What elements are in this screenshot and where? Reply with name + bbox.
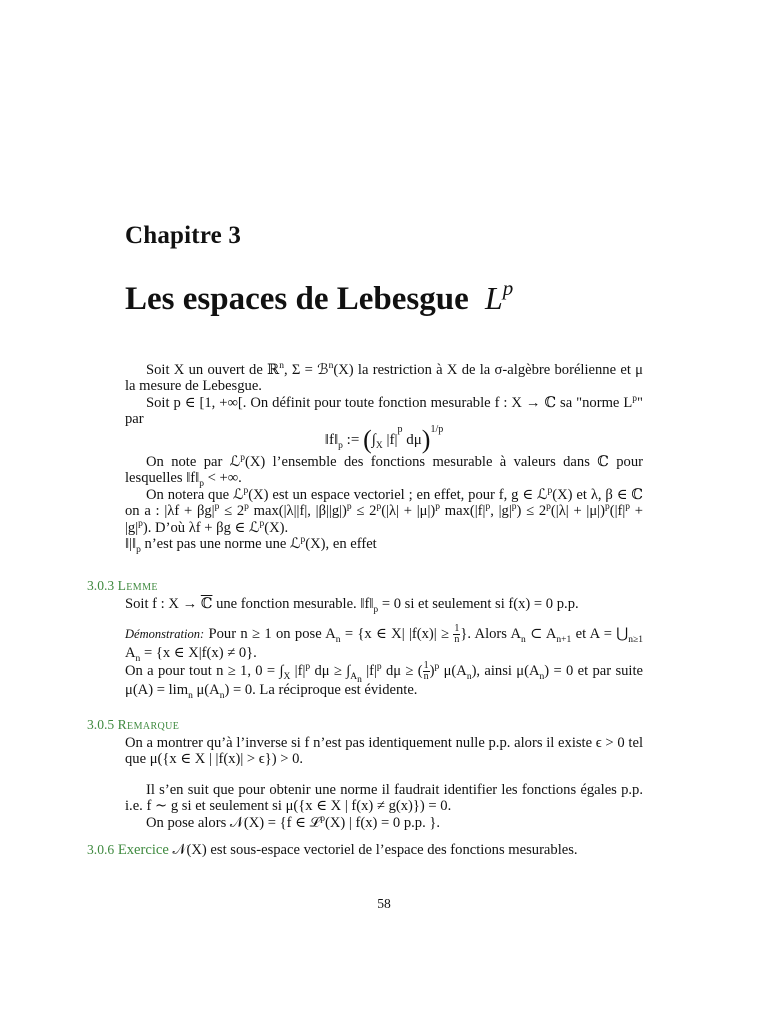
norm-definition-equation: $‖f‖_p$ := ($\int_X$ $|f|^p$ dμ)$^{1/p}$	[324, 423, 444, 454]
intro-paragraph-3: On note par ℒ$^p$(X) l’ensemble des fonctions mesurable à valeurs dans ℂ pour lesquelles $‖f‖_p$ < +∞.	[125, 453, 643, 490]
remark-paragraph-2: Il s’en suit que pour obtenir une norme il faudrait identifier les fonctions égales p.p. i.e. f ∼ g si et seulement si μ({x ∈ X | f(x) ≠ g(x)}) = 0.	[125, 781, 643, 815]
intro-section	[125, 361, 644, 555]
lemma-heading	[87, 578, 158, 594]
intro-paragraph-5: $‖|‖_p$ n’est pas une norme une ℒ$^p$(X), en effet	[125, 535, 377, 555]
proof-line-2: On a pour tout n ≥ 1, $0 = \int_X$ $|f|^p$ $d\mu \ge \int_{A_n}$ $|f|^p$ dμ ≥ ( $\frac{1}{n}$ )$^p$ $\mu(A_n)$, ainsi $\mu(A_n) = 0$ et par suite $\mu(A) = \lim_n \mu(A_n) = 0$. La réciproque est évidente.	[125, 660, 644, 702]
proof-line-1: Démonstration: Pour n ≥ 1 on pose $A_n = \{x$ ∈ X| |f(x)| ≥ $\frac{1}{n}$ }. Alors $A_n$ ⊂ $A_{n+1}$ et $A = ⋃_{n\ge 1}$ $A_n = \{x$ ∈ X|f(x) ≠ 0}.	[125, 623, 643, 664]
remark-heading	[87, 717, 179, 733]
exercise-number: 3.0.6	[87, 842, 115, 857]
exercise-label: Exercice	[117, 842, 169, 858]
remark-number: 3.0.5	[87, 717, 115, 732]
fraction-one-over-n: $\frac{1}{n}$	[454, 623, 460, 645]
intro-paragraph-1: Soit X un ouvert de ℝ$^n$, Σ = ℬ$^n$(X) la restriction à X de la σ-algèbre borélienne et μ la mesure de Lebesgue.	[125, 361, 643, 395]
proof-label: Démonstration:	[125, 626, 205, 641]
intro-paragraph-4: On notera que ℒ$^p$(X) est un espace vectoriel ; en effet, pour f, g ∈ ℒ$^p$(X) et λ, β ∈ ℂ on a : $|\lambda f + \beta g|^p \le 2^p$ max(|λ||f|, $|\beta||g|)^p \le 2^p(|\lambda| + |\mu|)^p$ $\max(|f|^p$, $|g|^p) \le 2^p(|\lambda| + |\mu|)^p(|f|^p + |g|^p)$. D’où λf + βg ∈ ℒ$^p$(X).	[125, 485, 644, 536]
remark-paragraph-1: On a montrer qu’à l’inverse si f n’est pas identiquement nulle p.p. alors il existe ϵ > 0 tel que μ({x ∈ X | |f(x)| > ϵ}) > 0.	[125, 735, 643, 768]
chapter-title-math: $L^p$	[484, 276, 514, 316]
fraction-one-over-n-2: $\frac{1}{n}$	[423, 660, 429, 683]
exercise-section	[87, 842, 647, 858]
lemma-label: Lemme	[117, 578, 158, 593]
lemma-statement: Soit f : X → ℂ une fonction mesurable. $‖f‖_p = 0$ si et seulement si f(x) = 0 p.p.	[125, 596, 579, 615]
page-number: 58	[377, 896, 391, 911]
remark-section	[125, 735, 643, 831]
remark-label: Remarque	[117, 717, 180, 732]
remark-paragraph-3: On pose alors 𝒩(X) = {f ∈ ℒ$^p$(X) | f(x) = 0 p.p. }.	[146, 813, 441, 831]
lemma-number: 3.0.3	[87, 578, 115, 593]
exercise-text: 𝒩(X) est sous-espace vectoriel de l’espace des fonctions mesurables.	[168, 842, 578, 858]
proof-section	[125, 623, 644, 702]
chapter-title	[125, 276, 514, 318]
chapter-label: Chapitre 3	[125, 222, 242, 249]
chapter-title-text: Les espaces de Lebesgue	[125, 281, 469, 317]
intro-paragraph-2: Soit p ∈ [1, +∞[. On définit pour toute fonction mesurable f : X → ℂ sa "norme $L^p$" par	[125, 393, 643, 428]
